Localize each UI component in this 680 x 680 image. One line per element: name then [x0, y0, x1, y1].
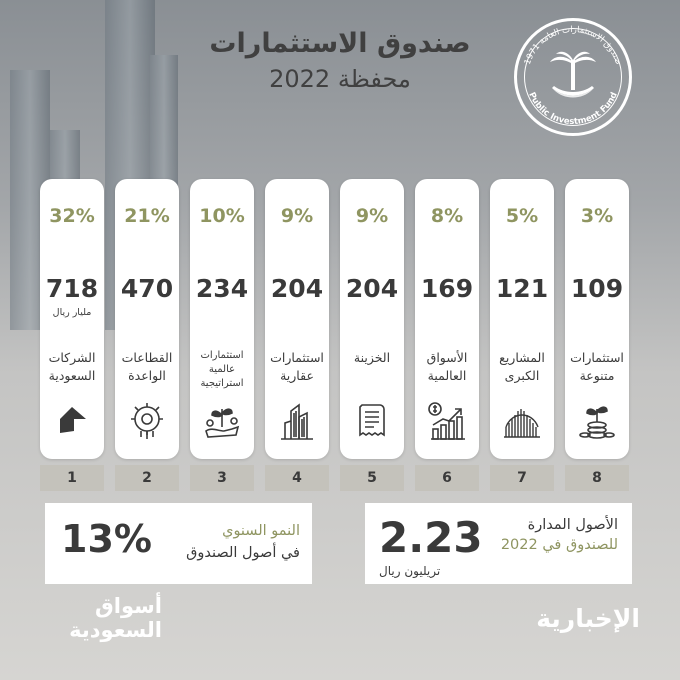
card-treasury — [340, 179, 404, 459]
card-percentage: 9% — [280, 205, 314, 227]
card-percentage: 10% — [199, 205, 245, 227]
card-value: 470 — [120, 274, 174, 303]
card-percentage: 3% — [580, 205, 614, 227]
card-number: 4 — [265, 465, 329, 491]
card-label: استثمارات عالمية استراتيجية — [200, 350, 244, 389]
managed-assets-box — [365, 503, 632, 584]
managed-assets-value: 2.23 — [379, 513, 483, 562]
page-title: صندوق الاستثمارات — [209, 28, 471, 59]
card-promising-sectors — [115, 179, 179, 459]
plant-hand-icon — [202, 401, 242, 441]
card-value: 109 — [570, 274, 624, 303]
card-percentage: 8% — [430, 205, 464, 227]
managed-assets-line1: الأصول المدارة — [527, 517, 618, 533]
aswaq-logo-line1: أسواق — [95, 594, 162, 618]
coins-plant-icon — [577, 401, 617, 441]
growth-chart-icon — [427, 401, 467, 441]
page-subtitle: محفظة 2022 — [269, 65, 411, 93]
card-number: 5 — [340, 465, 404, 491]
card-label: القطاعات الواعدة — [121, 350, 173, 383]
aswaq-logo — [22, 594, 162, 664]
card-value: 204 — [345, 274, 399, 303]
annual-growth-box — [45, 503, 312, 584]
card-saudi-companies — [40, 179, 104, 459]
aswaq-logo-line2: السعودية — [69, 618, 162, 642]
svg-text:صندوق الاستثمارات العامة 1971 — [523, 25, 623, 66]
card-number: 2 — [115, 465, 179, 491]
receipt-icon — [352, 401, 392, 441]
buildings-icon — [277, 401, 317, 441]
card-label: الخزينة — [353, 350, 391, 365]
portfolio-cards — [40, 179, 632, 491]
card-percentage: 21% — [124, 205, 170, 227]
alekhbariya-logo: الإخبارية — [536, 604, 640, 633]
card-value: 169 — [420, 274, 474, 303]
card-value: 234 — [195, 274, 249, 303]
card-diversified-investments — [565, 179, 629, 459]
svg-text:Public Investment Fund — [526, 91, 620, 127]
card-label: استثمارات عقارية — [270, 350, 324, 383]
card-value: 718 — [45, 274, 99, 303]
card-label: المشاريع الكبرى — [499, 350, 545, 383]
card-value: 121 — [495, 274, 549, 303]
logo-ring-text — [514, 18, 632, 136]
managed-assets-unit: تريليون ريال — [379, 564, 441, 578]
logo-text-top: صندوق الاستثمارات العامة 1971 — [522, 24, 624, 67]
card-number: 1 — [40, 465, 104, 491]
card-global-markets — [415, 179, 479, 459]
header — [180, 28, 500, 93]
managed-assets-line2: للصندوق في 2022 — [500, 537, 618, 553]
annual-growth-line2: في أصول الصندوق — [186, 545, 300, 561]
arrow-icon — [52, 401, 92, 441]
card-percentage: 5% — [505, 205, 539, 227]
card-value: 204 — [270, 274, 324, 303]
card-number: 7 — [490, 465, 554, 491]
card-label: الشركات السعودية — [48, 350, 96, 383]
card-global-strategic — [190, 179, 254, 459]
city-icon — [502, 401, 542, 441]
card-number: 6 — [415, 465, 479, 491]
card-label: استثمارات متنوعة — [570, 350, 624, 383]
card-real-estate — [265, 179, 329, 459]
card-giga-projects — [490, 179, 554, 459]
logo-text-bottom: Public Investment Fund — [526, 90, 620, 128]
card-percentage: 9% — [355, 205, 389, 227]
card-percentage: 32% — [49, 205, 95, 227]
card-number: 8 — [565, 465, 629, 491]
gear-circuit-icon — [127, 401, 167, 441]
card-number: 3 — [190, 465, 254, 491]
card-label: الأسواق العالمية — [426, 350, 468, 383]
annual-growth-line1: النمو السنوي — [222, 523, 300, 539]
card-unit: مليار ريال — [52, 307, 92, 318]
annual-growth-value: 13% — [61, 517, 152, 561]
